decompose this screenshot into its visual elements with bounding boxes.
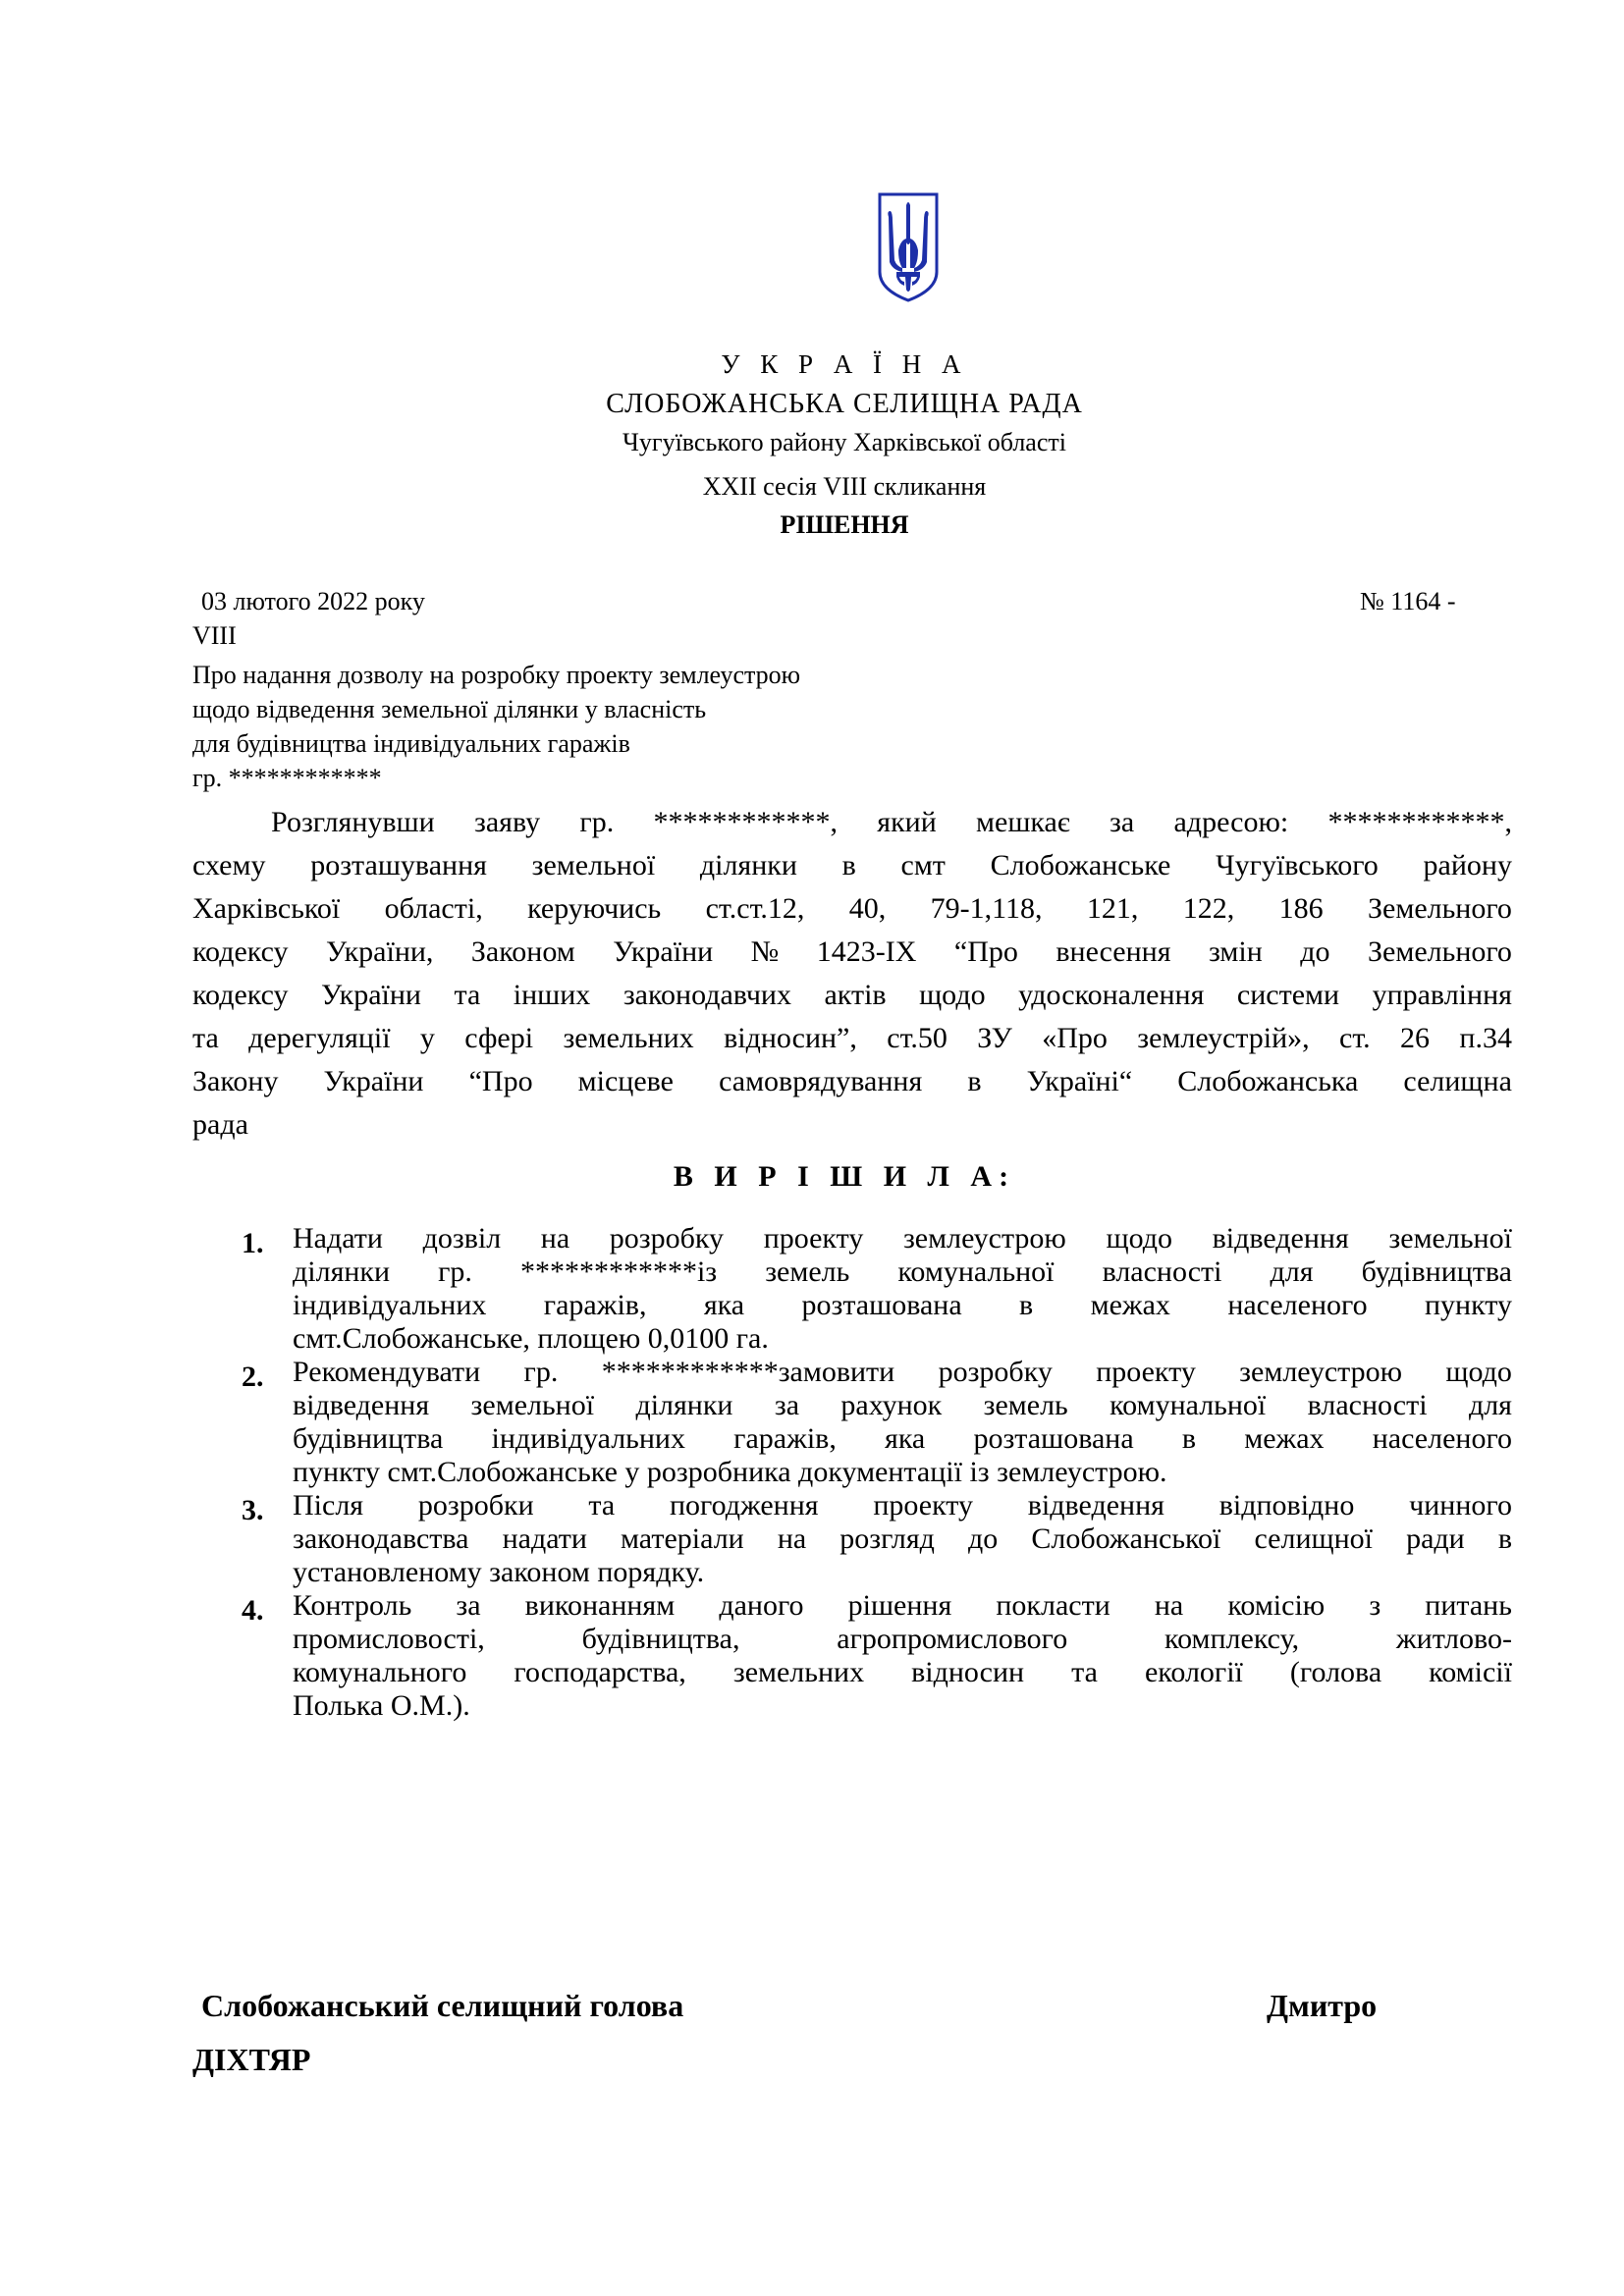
document-type-heading: РІШЕННЯ	[780, 510, 909, 539]
item-line: Рекомендувати гр. ************замовити розробку проекту землеустрою щодо	[293, 1356, 1512, 1388]
item-line: Полька О.М.).	[293, 1689, 470, 1722]
item-line: установленому законом порядку.	[293, 1556, 705, 1588]
country-heading: У К Р А Ї Н А	[721, 349, 968, 379]
decision-number-suffix: VIII	[192, 621, 237, 650]
decision-item	[242, 1589, 1512, 1723]
resolved-heading: В И Р І Ш И Л А:	[673, 1160, 1016, 1193]
district-heading: Чугуївського району Харківської області	[623, 428, 1066, 456]
item-line: Надати дозвіл на розробку проекту землеустрою щодо відведення земельної	[293, 1222, 1512, 1255]
preamble-line: кодексу України та інших законодавчих актів щодо удосконалення системи управління	[192, 979, 1512, 1011]
ukraine-trident-icon	[877, 191, 940, 303]
decision-subject	[192, 658, 800, 795]
preamble-line: схему розташування земельної ділянки в смт Слобожанське Чугуївського району	[192, 849, 1512, 881]
item-number: 3.	[242, 1494, 264, 1526]
preamble	[192, 801, 1512, 1147]
item-line: комунального господарства, земельних відносин та екології (голова комісії	[293, 1656, 1512, 1688]
signatory-last-name: ДІХТЯР	[192, 2042, 311, 2077]
council-heading: СЛОБОЖАНСЬКА СЕЛИЩНА РАДА	[606, 389, 1083, 419]
preamble-line: та дерегуляції у сфері земельних відносин”, ст.50 ЗУ «Про землеустрій», ст. 26 п.34	[192, 1022, 1512, 1054]
item-line: Після розробки та погодження проекту відведення відповідно чинного	[293, 1489, 1512, 1522]
decision-item	[242, 1489, 1512, 1589]
preamble-line: Розглянувши заяву гр. ************, який мешкає за адресою: ************,	[271, 806, 1512, 838]
item-line: відведення земельної ділянки за рахунок земель комунальної власності для	[293, 1389, 1512, 1421]
item-line: Контроль за виконанням даного рішення покласти на комісію з питань	[293, 1589, 1512, 1622]
signatory-title: Слобожанський селищний голова	[201, 1988, 684, 2023]
decision-items	[242, 1222, 1512, 1723]
decision-number: № 1164 -	[1360, 587, 1456, 615]
item-number: 4.	[242, 1594, 264, 1627]
item-line: смт.Слобожанське, площею 0,0100 га.	[293, 1322, 769, 1355]
item-line: індивідуальних гаражів, яка розташована в межах населеного пункту	[293, 1289, 1512, 1321]
item-number: 2.	[242, 1361, 264, 1393]
subject-line: Про надання дозволу на розробку проекту землеустрою	[192, 661, 801, 689]
subject-line: для будівництва індивідуальних гаражів	[192, 729, 630, 758]
decision-item	[242, 1356, 1512, 1489]
item-line: ділянки гр. ************із земель комунальної власності для будівництва	[293, 1255, 1512, 1288]
item-line: законодавства надати матеріали на розгляд до Слобожанської селищної ради в	[293, 1522, 1512, 1555]
preamble-line: рада	[192, 1108, 248, 1141]
item-line: пункту смт.Слобожанське у розробника документації із землеустрою.	[293, 1456, 1167, 1488]
preamble-line: Харківської області, керуючись ст.ст.12, 40, 79-1,118, 121, 122, 186 Земельного	[192, 892, 1512, 925]
preamble-line: Закону України “Про місцеве самоврядування в Україні“ Слобожанська селищна	[192, 1065, 1512, 1097]
item-number: 1.	[242, 1227, 264, 1259]
signatory-first-name: Дмитро	[1267, 1988, 1378, 2023]
session-heading: XXII сесія VIII скликання	[702, 472, 987, 501]
subject-line: гр. ************	[192, 764, 382, 792]
preamble-line: кодексу України, Законом України № 1423-IX “Про внесення змін до Земельного	[192, 935, 1512, 968]
item-line: будівництва індивідуальних гаражів, яка розташована в межах населеного	[293, 1422, 1512, 1455]
decision-item	[242, 1222, 1512, 1356]
decision-date: 03 лютого 2022 року	[201, 587, 425, 615]
subject-line: щодо відведення земельної ділянки у власність	[192, 695, 707, 723]
item-line: промисловості, будівництва, агропромислового комплексу, житлово-	[293, 1623, 1512, 1655]
